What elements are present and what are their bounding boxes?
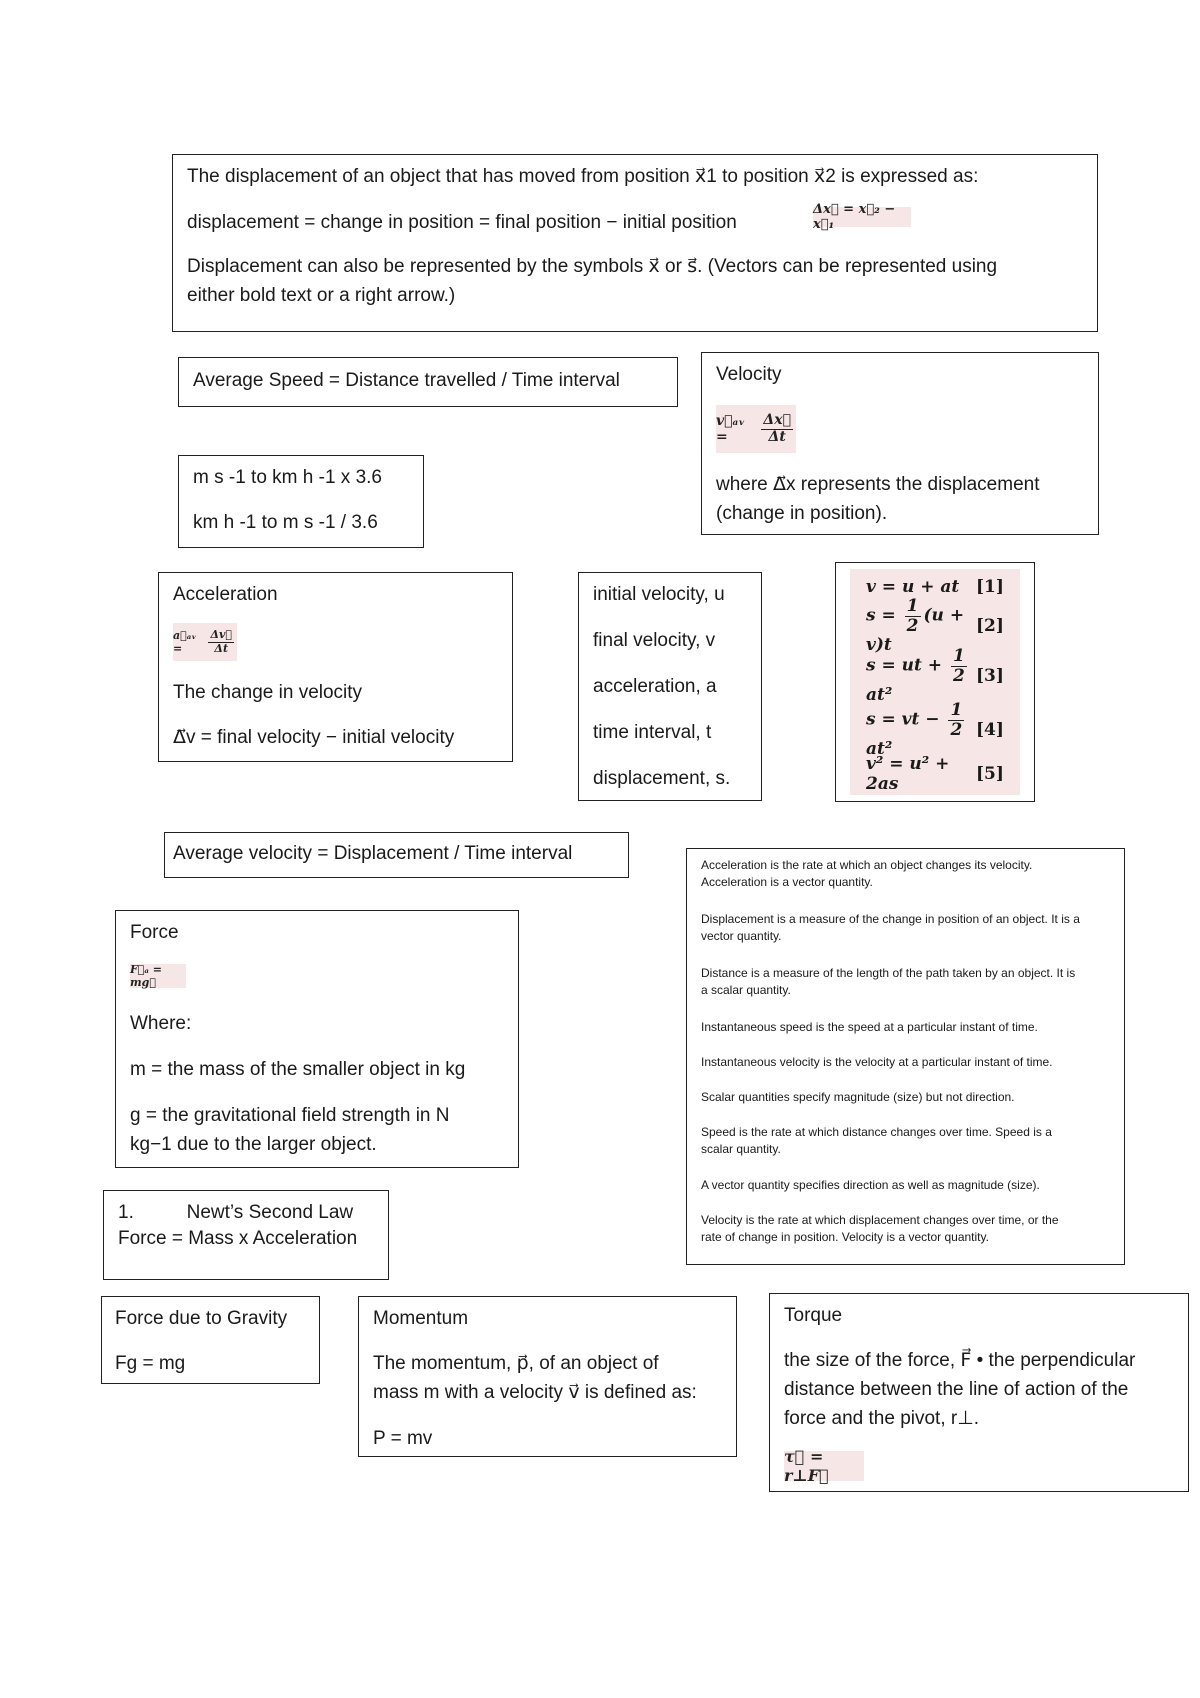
- force-g-definition-2: kg−1 due to the larger object.: [130, 1134, 377, 1155]
- acceleration-title: Acceleration: [173, 584, 278, 605]
- variables-box: [578, 572, 762, 801]
- velocity-desc-1: where Δ⃗x represents the displacement: [716, 474, 1040, 495]
- newton-second-law-box: [103, 1190, 389, 1280]
- definition-item: Instantaneous speed is the speed at a particular instant of time.: [701, 1020, 1038, 1034]
- definition-item: A vector quantity specifies direction as well as magnitude (size).: [701, 1178, 1040, 1192]
- force-box: [115, 910, 519, 1168]
- variable-item: initial velocity, u: [593, 584, 725, 605]
- velocity-desc-2: (change in position).: [716, 503, 888, 524]
- suvat-tag: [4]: [976, 720, 1004, 740]
- newton-line-2: Force = Mass x Acceleration: [118, 1228, 358, 1249]
- torque-formula: τ⃗ = r⊥F⃗: [784, 1451, 864, 1481]
- displacement-box: [172, 154, 1098, 332]
- definition-item: Instantaneous velocity is the velocity at a particular instant of time.: [701, 1055, 1053, 1069]
- average-velocity-text: Average velocity = Displacement / Time interval: [173, 843, 573, 864]
- momentum-title: Momentum: [373, 1308, 469, 1329]
- definition-item: Displacement is a measure of the change in position of an object. It is a vector quantity.: [701, 912, 1080, 943]
- momentum-line-1: The momentum, p⃗, of an object of: [373, 1353, 659, 1374]
- velocity-box: [701, 352, 1099, 535]
- force-formula: F⃗ₐ = mg⃗: [130, 964, 186, 988]
- variable-item: acceleration, a: [593, 676, 717, 697]
- torque-box: [769, 1293, 1189, 1492]
- variable-item: displacement, s.: [593, 768, 731, 789]
- torque-line-3: force and the pivot, r⊥.: [784, 1408, 980, 1429]
- definition-item: Velocity is the rate at which displacement changes over time, or the rate of change in position. Velocity is a vector quantity.: [701, 1213, 1059, 1244]
- momentum-line-2: mass m with a velocity v⃗ is defined as:: [373, 1382, 697, 1403]
- definitions-box: [686, 848, 1125, 1265]
- suvat-equation-5: v² = u² + 2as [5]: [850, 761, 1020, 787]
- displacement-line-2: displacement = change in position = final position − initial position: [187, 212, 737, 233]
- velocity-formula: v⃗ₐᵥ = $\frac{\Delta x⃗}{\Delta t}$: [716, 405, 796, 453]
- force-g-definition-1: g = the gravitational field strength in N: [130, 1105, 450, 1126]
- suvat-equation-3: s = ut + $\frac{1}{2}$ at² [3]: [850, 653, 1020, 699]
- suvat-box: [835, 562, 1035, 802]
- displacement-formula: Δx⃗ = x⃗₂ − x⃗₁: [813, 207, 911, 227]
- average-speed-text: Average Speed = Distance travelled / Time interval: [193, 370, 620, 391]
- torque-line-2: distance between the line of action of the: [784, 1379, 1129, 1400]
- torque-line-1: the size of the force, F⃗ • the perpendicular: [784, 1350, 1136, 1371]
- conversion-line-2: km h -1 to m s -1 / 3.6: [193, 512, 378, 533]
- average-speed-box: [178, 357, 678, 407]
- variable-item: time interval, t: [593, 722, 712, 743]
- definition-item: Speed is the rate at which distance changes over time. Speed is a scalar quantity.: [701, 1125, 1052, 1156]
- momentum-formula: P = mv: [373, 1428, 433, 1449]
- suvat-formula-panel: [850, 569, 1020, 795]
- displacement-line-3: Displacement can also be represented by the symbols x⃗ or s⃗. (Vectors can be represented using: [187, 256, 998, 277]
- displacement-line-1: The displacement of an object that has moved from position x⃗1 to position x⃗2 is expressed as:: [187, 166, 979, 187]
- definition-item: Scalar quantities specify magnitude (size) but not direction.: [701, 1090, 1015, 1104]
- definition-item: Distance is a measure of the length of the path taken by an object. It is a scalar quantity.: [701, 966, 1076, 997]
- force-where: Where:: [130, 1013, 192, 1034]
- suvat-tag: [1]: [976, 577, 1004, 597]
- velocity-title: Velocity: [716, 364, 782, 385]
- force-title: Force: [130, 922, 179, 943]
- suvat-tag: [2]: [976, 616, 1004, 636]
- suvat-tag: [5]: [976, 764, 1004, 784]
- force-gravity-box: [101, 1296, 320, 1384]
- suvat-equation-4: s = vt − $\frac{1}{2}$ at² [4]: [850, 707, 1020, 753]
- displacement-line-4: either bold text or a right arrow.): [187, 285, 456, 306]
- acceleration-line-1: The change in velocity: [173, 682, 363, 703]
- force-gravity-formula: Fg = mg: [115, 1353, 186, 1374]
- suvat-equation-2: s = $\frac{1}{2}$ (u + v)t [2]: [850, 603, 1020, 649]
- acceleration-formula: a⃗ₐᵥ = $\frac{\Delta v⃗}{\Delta t}$: [173, 623, 237, 661]
- acceleration-box: [158, 572, 513, 762]
- conversion-line-1: m s -1 to km h -1 x 3.6: [193, 467, 382, 488]
- torque-title: Torque: [784, 1305, 843, 1326]
- suvat-equation-1: v = u + at [1]: [850, 575, 1020, 599]
- momentum-box: [358, 1296, 737, 1457]
- unit-conversion-box: [178, 455, 424, 548]
- suvat-tag: [3]: [976, 666, 1004, 686]
- variable-item: final velocity, v: [593, 630, 716, 651]
- average-velocity-box: [164, 832, 629, 878]
- acceleration-line-2: Δ⃗v = final velocity − initial velocity: [173, 727, 455, 748]
- force-gravity-title: Force due to Gravity: [115, 1308, 288, 1329]
- newton-line-1: 1. Newt’s Second Law: [118, 1202, 354, 1223]
- force-m-definition: m = the mass of the smaller object in kg: [130, 1059, 466, 1080]
- definition-item: Acceleration is the rate at which an object changes its velocity. Acceleration is a vector quantity.: [701, 858, 1033, 889]
